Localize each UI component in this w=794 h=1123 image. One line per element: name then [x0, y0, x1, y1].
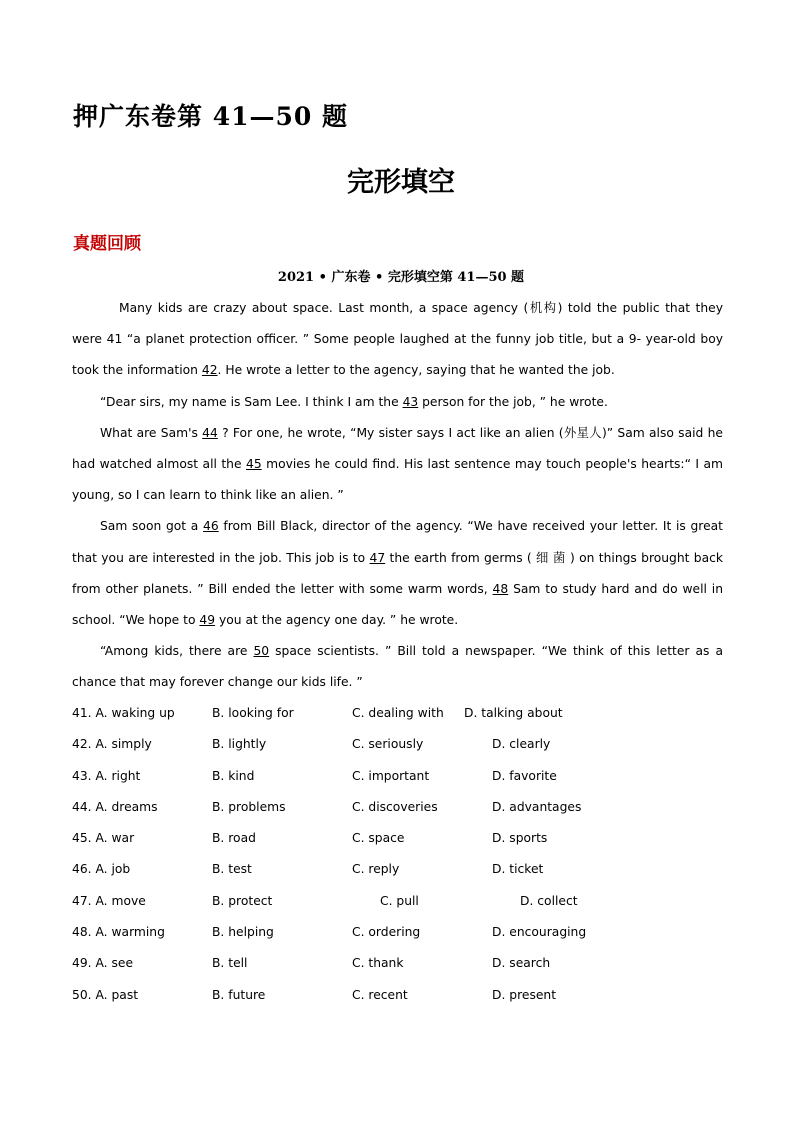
text-run: space scientists. ” Bill told a newspaper. “We think of this letter as a chance that may forever change our kids life. ”: [72, 644, 724, 690]
paragraph-1: [72, 293, 723, 387]
option-a: 44. A. dreams: [72, 799, 158, 814]
option-d: D. search: [492, 956, 551, 971]
option-b: B. protect: [212, 893, 273, 908]
option-a: 48. A. warming: [72, 925, 165, 940]
text-run: the earth from germs ( 细 菌 ) on things brought back from other planets. ” Bill ended the letter with some warm words,: [72, 550, 723, 596]
option-b: B. looking for: [212, 706, 294, 720]
option-b: B. future: [212, 987, 266, 1002]
option-c: C. dealing with: [352, 706, 444, 720]
blank-50: 50: [253, 644, 270, 659]
text-run: Sam soon got a: [100, 519, 204, 534]
option-a: 41. A. waking up: [72, 706, 175, 720]
page-subtitle: [0, 160, 794, 199]
text-run: from Bill Black, director of the agency. “We have received your letter. It is great that you are interested in the job. This job is to: [72, 519, 723, 565]
option-c: C. reply: [352, 862, 400, 877]
option-d: D. favorite: [492, 768, 557, 783]
blank-46: 46: [203, 519, 219, 534]
paragraph-5: [72, 636, 723, 698]
subtitle-text: 完形填空: [347, 167, 455, 198]
text-run: movies he could find. His last sentence may touch people's hearts:“ I am young, so I can learn to think like an alien. ”: [72, 457, 723, 503]
option-c: C. space: [352, 831, 405, 846]
option-a: 47. A. move: [72, 893, 146, 908]
option-c: C. pull: [380, 893, 419, 908]
text-run: Sam to study hard and do well in school. “We hope to: [72, 581, 723, 628]
paragraph-4: [72, 511, 723, 636]
option-b: B. kind: [212, 768, 255, 783]
text-run: What are Sam's: [100, 425, 203, 440]
option-d: D. collect: [520, 893, 578, 908]
blank-45: 45: [246, 457, 262, 472]
option-d: D. present: [492, 987, 557, 1002]
blank-44: 44: [202, 425, 218, 440]
option-d: D. advantages: [492, 799, 582, 814]
option-c: C. ordering: [352, 925, 421, 940]
blank-42: 42: [201, 363, 218, 378]
option-b: B. helping: [212, 925, 274, 940]
option-a: 49. A. see: [72, 956, 134, 971]
option-d: D. sports: [492, 831, 548, 846]
blank-49: 49: [199, 613, 216, 628]
option-d: D. talking about: [464, 706, 563, 720]
text-run: . He wrote a letter to the agency, saying that he wanted the job.: [217, 363, 615, 378]
paragraph-2: [72, 387, 723, 418]
option-a: 43. A. right: [72, 768, 141, 783]
passage-title-text: 2021 • 广东卷 • 完形填空第 41—50 题: [277, 270, 525, 285]
option-b: B. problems: [212, 799, 286, 814]
blank-47: 47: [369, 550, 386, 565]
blank-43: 43: [402, 394, 419, 409]
text-run: Many kids are crazy about space. Last month, a space agency (机构) told the public that they were 41 “a planet protection officer. ” Some people laughed at the funny job title, but a 9- year-old boy took the information: [72, 301, 723, 378]
cloze-passage: [72, 293, 723, 699]
option-d: D. encouraging: [492, 925, 587, 940]
text-run: “Dear sirs, my name is Sam Lee. I think I am the: [100, 394, 403, 409]
passage-title: [0, 266, 794, 285]
option-b: B. lightly: [212, 737, 267, 752]
text-run: person for the job, ” he wrote.: [418, 394, 608, 409]
option-b: B. tell: [212, 956, 248, 971]
option-c: C. discoveries: [352, 799, 438, 814]
option-c: C. seriously: [352, 737, 424, 752]
option-a: 45. A. war: [72, 831, 135, 846]
text-run: you at the agency one day. ” he wrote.: [215, 613, 459, 628]
option-b: B. test: [212, 862, 252, 877]
option-c: C. recent: [352, 987, 408, 1002]
option-c: C. important: [352, 768, 430, 783]
option-d: D. ticket: [492, 862, 544, 877]
option-a: 50. A. past: [72, 987, 139, 1002]
option-b: B. road: [212, 831, 256, 846]
option-c: C. thank: [352, 956, 404, 971]
blank-48: 48: [492, 581, 509, 596]
option-d: D. clearly: [492, 737, 551, 752]
page-title: 押广东卷第 41—50 题: [73, 102, 348, 131]
paragraph-3: [72, 418, 723, 512]
option-a: 42. A. simply: [72, 737, 152, 752]
option-a: 46. A. job: [72, 862, 131, 877]
text-run: “Among kids, there are: [100, 644, 254, 659]
text-run: ? For one, he wrote, “My sister says I act like an alien (外星人)” Sam also said he had watched almost all the: [72, 425, 723, 472]
section-heading: 真题回顾: [73, 234, 141, 254]
